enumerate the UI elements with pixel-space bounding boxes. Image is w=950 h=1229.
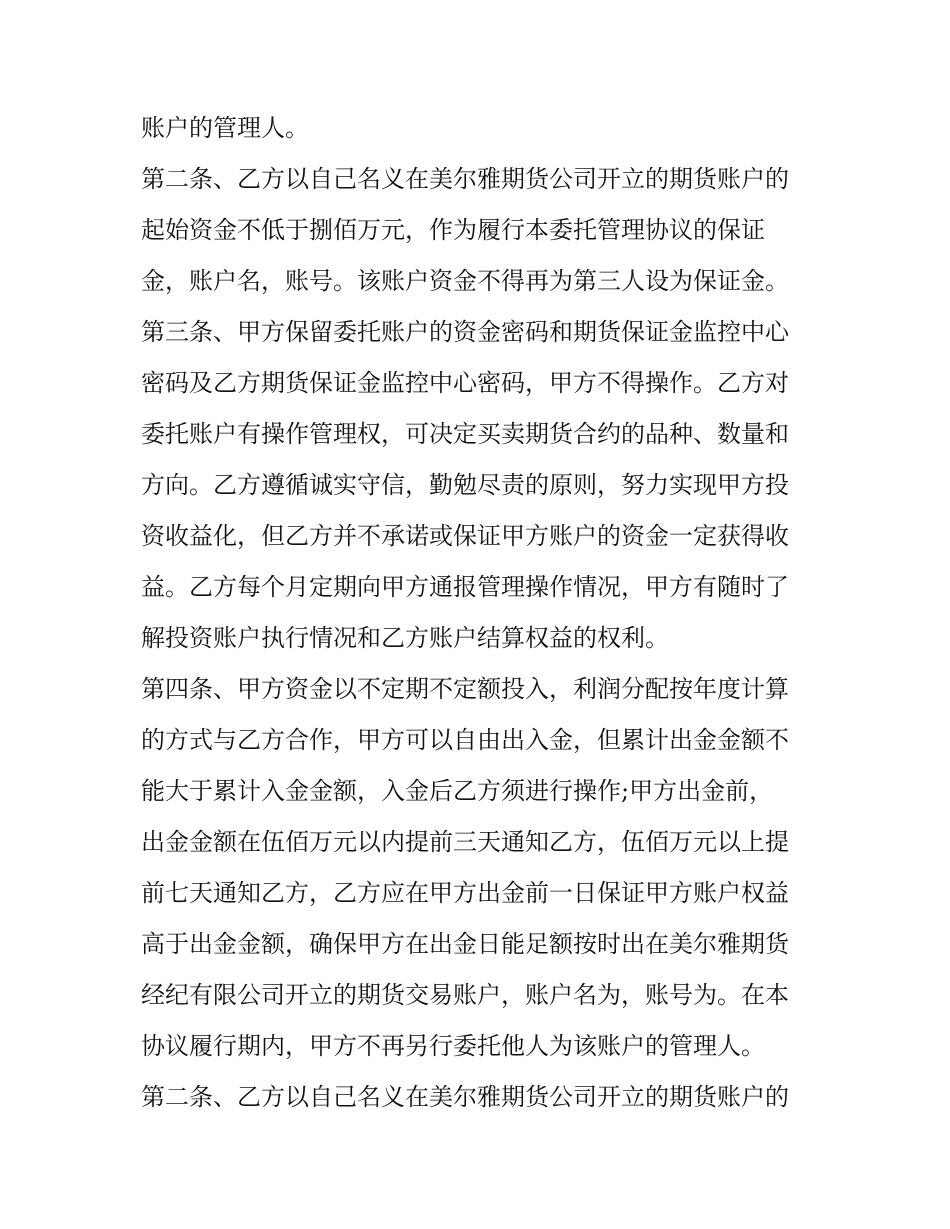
text-line: 方向。乙方遵循诚实守信，勤勉尽责的原则，努力实现甲方投 [141, 471, 789, 499]
text-line: 起始资金不低于捌佰万元，作为履行本委托管理协议的保证 [141, 216, 765, 244]
text-line: 解投资账户执行情况和乙方账户结算权益的权利。 [141, 624, 669, 652]
text-line: 能大于累计入金金额，入金后乙方须进行操作;甲方出金前， [141, 777, 774, 805]
text-line: 委托账户有操作管理权，可决定买卖期货合约的品种、数量和 [141, 420, 789, 448]
text-line: 高于出金金额，确保甲方在出金日能足额按时出在美尔雅期货 [141, 930, 789, 958]
text-line: 出金金额在伍佰万元以内提前三天通知乙方，伍佰万元以上提 [141, 828, 789, 856]
text-line: 协议履行期内，甲方不再另行委托他人为该账户的管理人。 [141, 1032, 765, 1060]
text-line: 益。乙方每个月定期向甲方通报管理操作情况，甲方有随时了 [141, 573, 789, 601]
text-line: 第二条、乙方以自己名义在美尔雅期货公司开立的期货账户的 [141, 165, 789, 193]
text-line: 密码及乙方期货保证金监控中心密码，甲方不得操作。乙方对 [141, 369, 789, 397]
text-line: 前七天通知乙方，乙方应在甲方出金前一日保证甲方账户权益 [141, 879, 789, 907]
text-line: 第四条、甲方资金以不定期不定额投入，利润分配按年度计算 [141, 675, 789, 703]
text-line: 金，账户名，账号。该账户资金不得再为第三人设为保证金。 [141, 267, 789, 295]
text-line: 第二条、乙方以自己名义在美尔雅期货公司开立的期货账户的 [141, 1083, 789, 1111]
text-line: 经纪有限公司开立的期货交易账户，账户名为，账号为。在本 [141, 981, 789, 1009]
text-line: 账户的管理人。 [141, 114, 309, 142]
text-line: 资收益化，但乙方并不承诺或保证甲方账户的资金一定获得收 [141, 522, 789, 550]
text-line: 的方式与乙方合作，甲方可以自由出入金，但累计出金金额不 [141, 726, 789, 754]
document-body [141, 108, 821, 1128]
text-line: 第三条、甲方保留委托账户的资金密码和期货保证金监控中心 [141, 318, 789, 346]
